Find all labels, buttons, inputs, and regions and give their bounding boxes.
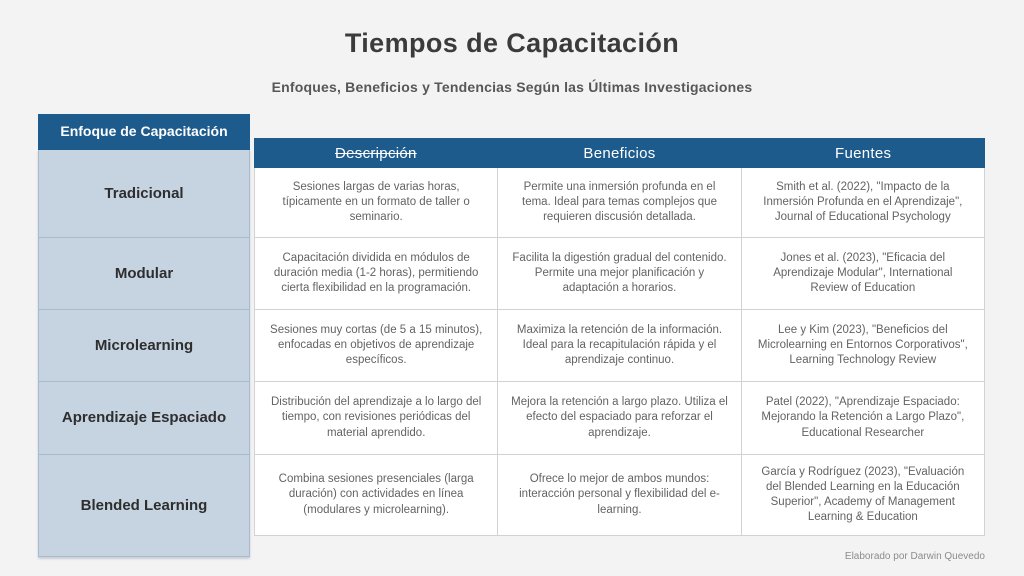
- table-body: [254, 168, 985, 536]
- cell-fuentes: Smith et al. (2022), "Impacto de la Inmersión Profunda en el Aprendizaje", Journal of Educational Psychology: [742, 168, 984, 238]
- cell-beneficios: Facilita la digestión gradual del contenido. Permite una mejor planificación y adaptación a horarios.: [498, 238, 741, 310]
- table-row: [255, 310, 984, 382]
- cell-fuentes: Jones et al. (2023), "Eficacia del Aprendizaje Modular", International Review of Education: [742, 238, 984, 310]
- table-row: [255, 455, 984, 536]
- cell-beneficios: Maximiza la retención de la información. Ideal para la recapitulación rápida y el aprendizaje continuo.: [498, 310, 741, 382]
- row-label-aprendizaje-espaciado: Aprendizaje Espaciado: [39, 382, 249, 455]
- training-table: [254, 138, 985, 536]
- cell-fuentes: García y Rodríguez (2023), "Evaluación del Blended Learning en la Educación Superior", Academy of Management Learning & Education: [742, 455, 984, 536]
- table-header-row: [254, 138, 985, 168]
- cell-beneficios: Ofrece lo mejor de ambos mundos: interacción personal y flexibilidad del e-learning.: [498, 455, 741, 536]
- cell-beneficios: Mejora la retención a largo plazo. Utiliza el efecto del espaciado para reforzar el aprendizaje.: [498, 382, 741, 455]
- column-header-fuentes: Fuentes: [835, 144, 892, 162]
- row-label-modular: Modular: [39, 238, 249, 310]
- cell-fuentes: Patel (2022), "Aprendizaje Espaciado: Mejorando la Retención a Largo Plazo", Educational Researcher: [742, 382, 984, 455]
- row-label-blended-learning: Blended Learning: [39, 455, 249, 556]
- footer-credit: Elaborado por Darwin Quevedo: [844, 551, 985, 562]
- cell-descripcion: Sesiones largas de varias horas, típicamente en un formato de taller o seminario.: [255, 168, 498, 238]
- table-row: [255, 168, 984, 238]
- row-label-cells: [38, 150, 250, 557]
- page-subtitle: Enfoques, Beneficios y Tendencias Según las Últimas Investigaciones: [271, 79, 753, 95]
- row-label-column: [38, 114, 250, 557]
- column-header-beneficios: Beneficios: [583, 144, 656, 162]
- table-row: [255, 238, 984, 310]
- cell-descripcion: Combina sesiones presenciales (larga duración) con actividades en línea (modulares y microlearning).: [255, 455, 498, 536]
- row-label-microlearning: Microlearning: [39, 310, 249, 382]
- table-row: [255, 382, 984, 455]
- cell-descripcion: Distribución del aprendizaje a lo largo del tiempo, con revisiones periódicas del material aprendido.: [255, 382, 498, 455]
- cell-beneficios: Permite una inmersión profunda en el tema. Ideal para temas complejos que requieren discusión detallada.: [498, 168, 741, 238]
- column-header-descripcion: Descripción: [335, 144, 417, 162]
- cell-descripcion: Sesiones muy cortas (de 5 a 15 minutos), enfocadas en objetivos de aprendizaje específicos.: [255, 310, 498, 382]
- page-title: Tiempos de Capacitación: [344, 28, 680, 58]
- cell-descripcion: Capacitación dividida en módulos de duración media (1-2 horas), permitiendo cierta flexibilidad en la programación.: [255, 238, 498, 310]
- row-label-tradicional: Tradicional: [39, 150, 249, 238]
- cell-fuentes: Lee y Kim (2023), "Beneficios del Microlearning en Entornos Corporativos", Learning Technology Review: [742, 310, 984, 382]
- corner-header: Enfoque de Capacitación: [38, 114, 250, 150]
